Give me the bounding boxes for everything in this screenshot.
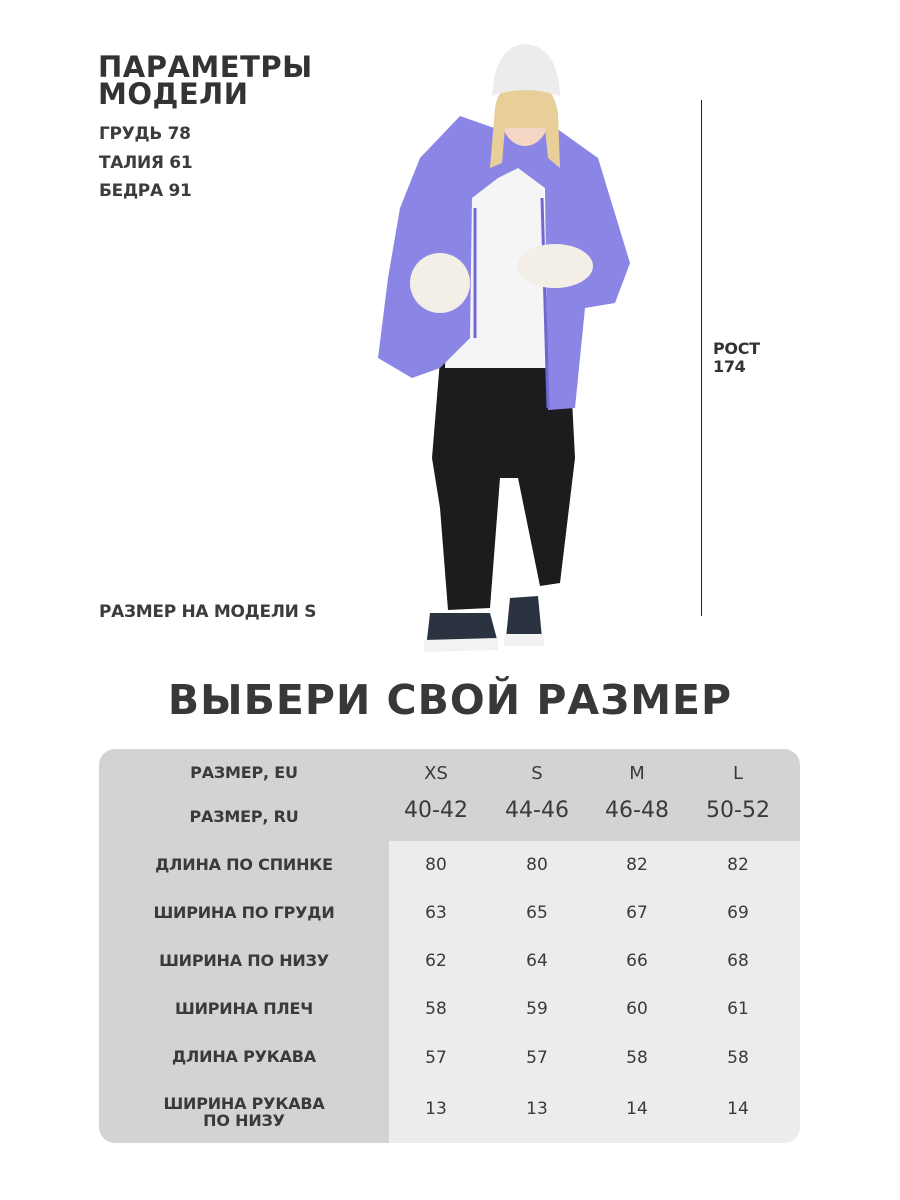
model-size-label: РАЗМЕР НА МОДЕЛИ S — [99, 602, 317, 622]
table-cell: 60 — [626, 999, 648, 1019]
model-params-title — [98, 50, 313, 111]
table-cell: 13 — [425, 1099, 447, 1119]
model-sneaker-right-sole — [504, 634, 544, 646]
table-cell: 65 — [526, 903, 548, 923]
model-sneaker-left-sole — [424, 638, 498, 652]
row-back-length-label: ДЛИНА ПО СПИНКЕ — [155, 855, 333, 874]
size-eu-m: M — [629, 763, 645, 784]
size-eu-xs: XS — [424, 763, 448, 784]
size-table — [99, 749, 800, 1143]
table-cell: 57 — [526, 1048, 548, 1068]
row-sleeve-length-label: ДЛИНА РУКАВА — [172, 1047, 316, 1066]
table-cell: 58 — [727, 1048, 749, 1068]
height-value: 174 — [713, 357, 746, 376]
model-mitten-right — [517, 244, 593, 288]
table-cell: 64 — [526, 951, 548, 971]
row-chest-width-label: ШИРИНА ПО ГРУДИ — [153, 903, 335, 922]
size-ru-l: 50-52 — [706, 798, 770, 823]
row-sleeve-bottom-width-label-line1: ШИРИНА РУКАВА — [163, 1094, 325, 1113]
table-cell: 14 — [727, 1099, 749, 1119]
model-chest: ГРУДЬ 78 — [99, 124, 191, 144]
size-ru-s: 44-46 — [505, 798, 569, 823]
table-cell: 66 — [626, 951, 648, 971]
model-sneaker-right — [506, 596, 542, 638]
table-cell: 62 — [425, 951, 447, 971]
row-sleeve-bottom-width-label — [99, 1095, 389, 1129]
size-eu-s: S — [531, 763, 543, 784]
table-cell: 82 — [727, 855, 749, 875]
size-eu-l: L — [732, 763, 744, 784]
model-hips: БЕДРА 91 — [99, 181, 192, 201]
table-cell: 59 — [526, 999, 548, 1019]
table-cell: 68 — [727, 951, 749, 971]
table-cell: 57 — [425, 1048, 447, 1068]
table-cell: 61 — [727, 999, 749, 1019]
model-mitten-left — [410, 253, 470, 313]
row-hem-width-label: ШИРИНА ПО НИЗУ — [159, 951, 329, 970]
size-ru-m: 46-48 — [605, 798, 669, 823]
model-params-title-line1: ПАРАМЕТРЫ — [98, 50, 313, 84]
height-label-text: РОСТ — [713, 339, 760, 358]
model-params-title-line2: МОДЕЛИ — [98, 77, 249, 111]
table-cell: 67 — [626, 903, 648, 923]
table-cell: 80 — [425, 855, 447, 875]
table-cell: 13 — [526, 1099, 548, 1119]
size-table-values-bg — [389, 841, 800, 1143]
row-sleeve-bottom-width-label-line2: ПО НИЗУ — [203, 1111, 285, 1130]
table-cell: 14 — [626, 1099, 648, 1119]
size-ru-xs: 40-42 — [404, 798, 468, 823]
model-waist: ТАЛИЯ 61 — [99, 153, 193, 173]
height-indicator-line — [701, 100, 702, 616]
table-cell: 58 — [626, 1048, 648, 1068]
table-cell: 63 — [425, 903, 447, 923]
choose-size-title: ВЫБЕРИ СВОЙ РАЗМЕР — [167, 676, 733, 724]
size-ru-label: РАЗМЕР, RU — [189, 807, 299, 826]
model-hat — [492, 44, 560, 96]
table-cell: 58 — [425, 999, 447, 1019]
row-shoulder-width-label: ШИРИНА ПЛЕЧ — [175, 999, 313, 1018]
table-cell: 69 — [727, 903, 749, 923]
size-eu-label: РАЗМЕР, EU — [190, 763, 298, 782]
model-photo — [370, 38, 640, 658]
height-label — [713, 340, 760, 376]
table-cell: 80 — [526, 855, 548, 875]
table-cell: 82 — [626, 855, 648, 875]
